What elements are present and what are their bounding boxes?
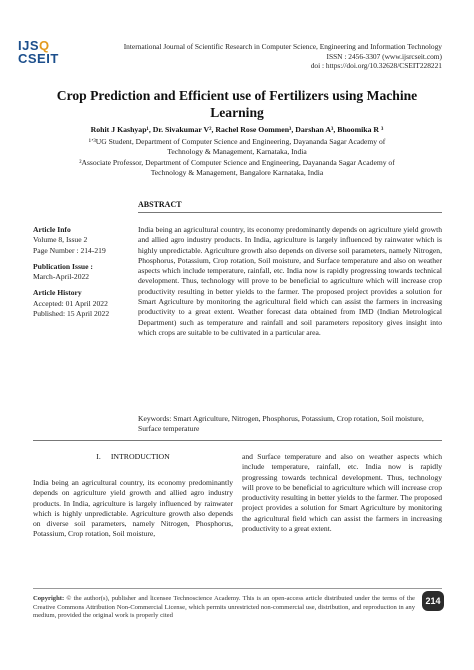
copyright-footer [33,595,415,621]
logo-text-ijs: IJS [18,38,40,53]
journal-doi[interactable]: doi : https://doi.org/10.32628/CSEIT228221 [310,61,442,71]
footer-divider [33,588,442,589]
article-volume: Volume 8, Issue 2 [33,235,88,245]
affiliation-1: ¹ʼ³UG Student, Department of Computer Science and Engineering, Dayananda Sagar Academy of Technology & Management, Karnataka, India [88,137,386,157]
article-pages: Page Number : 214-219 [33,245,106,255]
article-info [33,225,133,319]
intro-column-2: and Surface temperature and also on weather aspects which include temperature, rainfall, etc. India now is rapidly progressing towards technical development. Thus, technology will prove to be beneficial to agriculture which will increase crop productivity resulting in better yields to the farmer. The proposed project provides a solution for Smart Agriculture by monitoring the agricultural field which can assist the farmers in increasing productivity to a great extent. [242,452,442,534]
intro-column-1: India being an agricultural country, its economy predominantly depends on agriculture yield growth and allied agro industry products. In India, agriculture is largely influenced by rainwater which is highly unpredictable. Agriculture growth also depends on diverse soil parameters, namely Nitrogen, Phosphorus, Potassium, Crop rotation, Soil moisture, [33,478,233,539]
copyright-label: Copyright: [33,595,65,602]
divider-top [138,212,442,213]
published-date: Published: 15 April 2022 [33,309,110,319]
section-heading-introduction [33,452,233,461]
affiliations [70,137,404,178]
journal-issn: ISSN : 2456-3307 (www.ijsrcseit.com) [326,51,442,61]
copyright-text: © the author(s), publisher and licensee Technoscience Academy. This is an open-access article distributed under the terms of the Creative Commons Attribution Non-Commercial License, which permits unrestricted non-commercial use, distribution, and reproduction in any medium, provided the original work is properly cited [33,595,415,620]
logo-text-cseit: CSEIT [18,51,59,66]
page-number-badge: 214 [422,591,444,611]
logo-text-q: Q [39,38,50,53]
affiliation-2: ²Associate Professor, Department of Computer Science and Engineering, Dayananda Sagar Academy of Technology & Management, Bangalore Karnataka, India [79,157,395,177]
journal-name: International Journal of Scientific Research in Computer Science, Engineering and Information Technology [123,42,442,51]
article-history-heading: Article History [33,288,82,298]
author-list: Rohit J Kashyap¹, Dr. Sivakumar V², Rachel Rose Oommen³, Darshan A³, Bhoomika R ³ [90,125,384,134]
publication-issue: March-April-2022 [33,272,90,282]
keywords: Keywords: Smart Agriculture, Nitrogen, Phosphorus, Potassium, Crop rotation, Soil moisture, Surface temperature [138,414,424,434]
abstract-body: India being an agricultural country, its economy predominantly depends on agriculture yield growth and allied agro industry products. In India, agriculture is largely influenced by rainwater which is highly unpredictable. Agriculture growth also depends on diverse soil parameters, namely Nitrogen, Phosphorus, Potassium, Crop rotation, Soil moisture, and Surface temperature and also on weather aspects which include temperature, rainfall, etc. India now is rapidly progressing towards technical development. Thus, technology will prove to be beneficial to agriculture which will increase crop productivity resulting in better yields to the farmer. The proposed project provides a solution for Smart Agriculture by monitoring the agricultural field which can assist the farmers in increasing productivity to a great extent. Weather forecast data obtained from IMD (Indian Metrological Department) such as temperature and rainfall and soil parameters repository gives insight into which crops are suitable to be cultivated in a particular area. [138,225,442,337]
section-number: I. [96,452,101,461]
publication-issue-heading: Publication Issue : [33,261,93,271]
journal-logo [18,39,74,69]
journal-header [84,42,442,71]
article-info-heading: Article Info [33,225,71,234]
paper-title: Crop Prediction and Efficient use of Fertilizers using Machine Learning [56,88,418,120]
accepted-date: Accepted: 01 April 2022 [33,298,108,308]
divider-bottom [33,440,442,441]
section-title: INTRODUCTION [110,452,170,461]
abstract-heading: ABSTRACT [138,200,182,209]
